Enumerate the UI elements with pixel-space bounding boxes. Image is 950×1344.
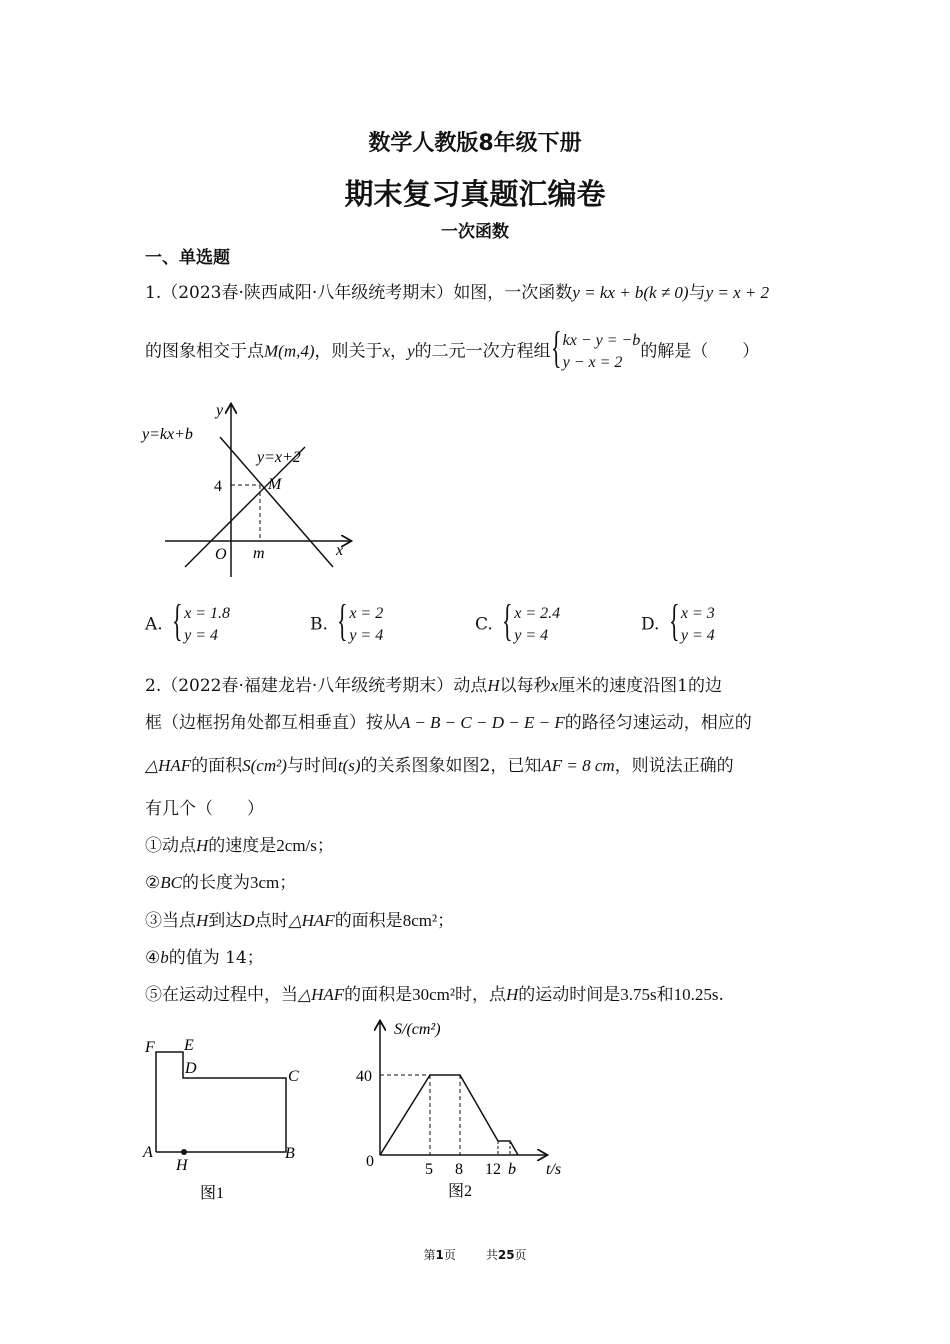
footer-text: 第 — [423, 1248, 436, 1262]
q1-number: 1. — [145, 283, 162, 303]
q2-triangle: △HAF — [288, 911, 335, 930]
q2-text: 的面积 — [191, 756, 243, 776]
option-row1: x = 2 — [349, 605, 384, 622]
label-d: D — [185, 1060, 197, 1077]
q2-text: 的运动时间是 — [518, 985, 621, 1005]
tick-8: 8 — [455, 1161, 463, 1178]
q2-text: 的面积是 — [344, 985, 413, 1005]
q2-text: ①动点 — [145, 836, 196, 856]
label-e: E — [184, 1037, 194, 1054]
q2-text: ； — [316, 836, 334, 856]
q2-var-bc: BC — [160, 873, 182, 892]
option-row1: x = 2.4 — [514, 605, 561, 622]
label-line-x-2: y=x+2 — [257, 449, 301, 466]
option-row2: y = 4 — [184, 627, 218, 644]
q1-option-d[interactable] — [641, 596, 715, 647]
q2-text: 时，点 — [455, 985, 506, 1005]
q1-func1: y = kx + b(k ≠ 0) — [572, 283, 689, 302]
q2-triangle: △HAF — [298, 985, 345, 1004]
label-line-kx-b: y=kx+b — [142, 426, 193, 443]
q1-var-y: y — [407, 341, 415, 361]
q2-text: ； — [437, 911, 455, 931]
brace-icon: { — [172, 596, 183, 645]
q2-line1 — [145, 671, 722, 696]
label-y-axis: y — [216, 402, 224, 419]
q2-value: 10.25s — [673, 985, 719, 1004]
option-row1: x = 1.8 — [184, 605, 230, 622]
q2-text: ③当点 — [145, 911, 196, 931]
label-f: F — [145, 1039, 155, 1056]
brace-icon: { — [337, 596, 348, 645]
document-main-title: 期末复习真题汇编卷 — [344, 177, 606, 211]
q1-line2 — [145, 323, 760, 374]
q1-sys-row2: y − x = 2 — [562, 354, 623, 371]
option-letter: B. — [310, 614, 328, 635]
q2-text: 到达 — [208, 911, 243, 931]
tick-12: 12 — [485, 1161, 501, 1178]
s-axis-label: S/(cm²) — [394, 1021, 441, 1038]
option-system — [502, 596, 561, 647]
label-four: 4 — [214, 478, 222, 495]
q1-equation-system — [550, 323, 641, 374]
q2-text: 动点 — [453, 676, 488, 696]
q1-graph — [140, 395, 370, 580]
q2-statement-2 — [145, 868, 296, 893]
footer-text: 页 — [514, 1248, 527, 1262]
q2-statement-5 — [145, 980, 724, 1005]
q2-af-value: AF = 8 cm — [541, 756, 615, 775]
q2-text: ⑤在运动过程中，当 — [145, 985, 298, 1005]
option-letter: A. — [145, 614, 163, 635]
q2-text: 的长度为 — [181, 873, 250, 893]
q2-value: 3cm — [249, 873, 280, 892]
q2-text: ② — [145, 873, 161, 893]
t-axis-label: t/s — [546, 1161, 562, 1178]
q2-text: 与时间 — [286, 756, 338, 776]
q2-path: A − B − C − D − E − F — [400, 713, 565, 732]
q2-figure-2 — [348, 1014, 578, 1204]
option-row2: y = 4 — [680, 627, 715, 644]
q1-option-a[interactable] — [145, 596, 230, 647]
section-heading: 一、单选题 — [145, 248, 230, 268]
q2-value: 3.75s — [620, 985, 657, 1004]
q1-text: 的图象相交于点 — [145, 341, 264, 362]
q2-statement-4 — [145, 943, 264, 968]
q2-s-unit: S(cm²) — [242, 756, 287, 775]
q2-var-d: D — [242, 911, 255, 930]
q2-line2 — [145, 708, 752, 733]
label-a: A — [143, 1144, 153, 1161]
q1-line1 — [145, 278, 769, 303]
q1-sys-row1: kx − y = −b — [562, 332, 641, 349]
figure-1-outline — [156, 1052, 286, 1152]
q2-text: 的面积是 — [334, 911, 403, 931]
q2-source: （2022春·福建龙岩·八年级统考期末） — [161, 676, 454, 696]
q1-source: （2023春·陕西咸阳·八年级统考期末） — [161, 283, 454, 303]
point-h-dot — [181, 1149, 187, 1155]
q2-figure-1 — [140, 1030, 320, 1210]
q2-text: ； — [279, 873, 297, 893]
label-b: B — [285, 1145, 295, 1162]
q2-var-h: H — [196, 911, 209, 930]
area-time-graph — [380, 1075, 518, 1155]
q2-var-h: H — [506, 985, 519, 1004]
option-row1: x = 3 — [680, 605, 715, 622]
q1-comma: ， — [390, 341, 408, 362]
q2-text: 以每秒 — [499, 676, 551, 696]
q1-option-b[interactable] — [310, 596, 384, 647]
q1-point: M(m,4) — [264, 341, 315, 361]
q2-var-x: x — [550, 676, 559, 695]
footer-page-number: 1 — [435, 1248, 444, 1262]
brace-icon: { — [550, 323, 562, 372]
q2-text: ，则说法正确的 — [614, 756, 734, 776]
q1-text: ，则关于 — [314, 341, 383, 362]
q2-value: 8cm² — [402, 911, 438, 930]
tick-5: 5 — [425, 1161, 433, 1178]
label-point-m: M — [268, 476, 282, 493]
q2-text: 的值为 14； — [168, 948, 264, 968]
q1-text: 如图，一次函数 — [453, 283, 573, 303]
figure-1-caption: 图1 — [200, 1185, 225, 1202]
label-origin: O — [215, 546, 227, 563]
label-h: H — [176, 1157, 188, 1174]
option-row2: y = 4 — [349, 627, 384, 644]
q1-var-x: x — [382, 341, 391, 361]
tick-b: b — [508, 1161, 516, 1178]
q1-text: 与 — [688, 283, 706, 303]
q2-text: 的路径匀速运动，相应的 — [564, 713, 752, 733]
q2-var-h: H — [487, 676, 500, 695]
q2-var-b: b — [160, 948, 169, 967]
q2-triangle: △HAF — [145, 756, 192, 775]
page-footer — [0, 1246, 950, 1263]
q2-line3 — [145, 751, 734, 776]
label-x-axis: x — [336, 542, 344, 559]
option-letter: C. — [475, 614, 493, 635]
q1-func2: y = x + 2 — [705, 283, 770, 302]
option-system — [668, 596, 715, 647]
q2-text: . — [718, 985, 724, 1005]
footer-text: 共 — [485, 1248, 498, 1262]
option-letter: D. — [641, 614, 660, 635]
option-system — [337, 596, 384, 647]
q2-text: 框（边框拐角处都互相垂直）按从 — [145, 713, 400, 733]
tick-40: 40 — [356, 1068, 372, 1085]
q2-t-unit: t(s) — [337, 756, 361, 775]
q2-text: 和 — [656, 985, 674, 1005]
q2-line4: 有几个（ ） — [145, 799, 264, 819]
footer-text: 页 — [443, 1248, 456, 1262]
option-system — [172, 596, 230, 647]
q2-text: 的速度是 — [208, 836, 277, 856]
tick-0: 0 — [366, 1153, 374, 1170]
q2-statement-1 — [145, 831, 334, 856]
q2-value: 2cm/s — [276, 836, 317, 855]
brace-icon: { — [502, 596, 513, 645]
footer-total-pages: 25 — [497, 1248, 515, 1262]
q2-text: 的关系图象如图2，已知 — [360, 756, 542, 776]
document-topic-title: 一次函数 — [441, 222, 509, 242]
q2-text: 点时 — [254, 911, 289, 931]
option-row2: y = 4 — [514, 627, 549, 644]
q2-number: 2. — [145, 676, 162, 696]
label-m: m — [253, 545, 265, 562]
q1-text: 的二元一次方程组 — [414, 341, 551, 362]
q1-option-c[interactable] — [475, 596, 561, 647]
q1-text: 的解是（ ） — [640, 341, 760, 362]
brace-icon: { — [668, 596, 680, 645]
q2-value: 30cm² — [412, 985, 455, 1004]
label-c: C — [288, 1068, 299, 1085]
q2-text: 厘米的速度沿图1的边 — [558, 676, 722, 696]
q2-statement-3 — [145, 906, 454, 931]
document-subject-title: 数学人教版8年级下册 — [368, 131, 582, 156]
figure-2-caption: 图2 — [448, 1183, 473, 1200]
q2-var-h: H — [196, 836, 209, 855]
q2-text: ④ — [145, 948, 161, 968]
